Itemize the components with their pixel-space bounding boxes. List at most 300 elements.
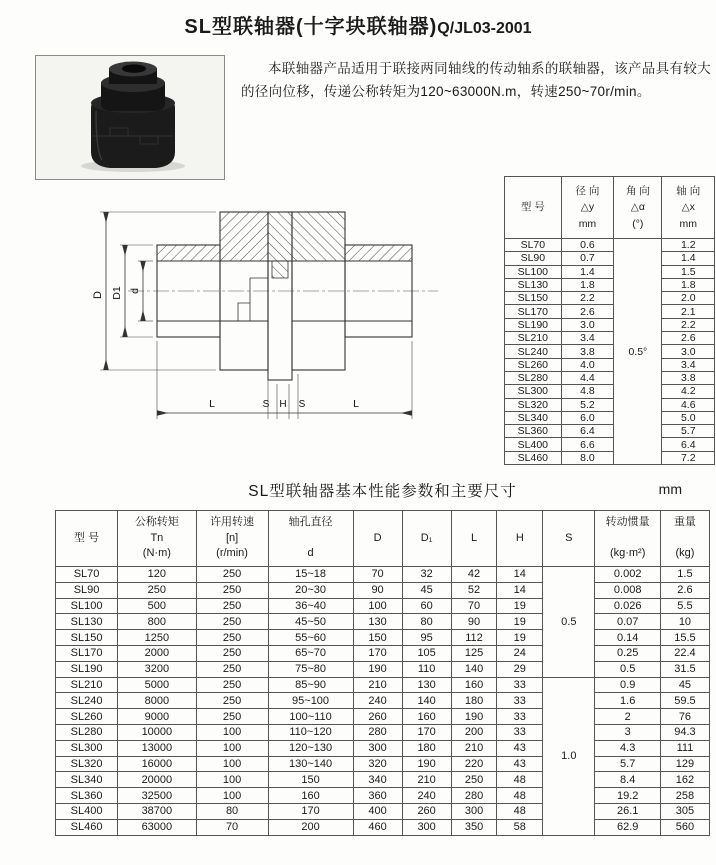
deviation-column-header-2-line: 角 向	[625, 185, 650, 198]
main-model-cell: SL460	[56, 819, 118, 835]
main-D-cell: 170	[353, 645, 402, 661]
main-d-cell: 160	[268, 788, 353, 804]
deviation-table-row	[505, 385, 715, 398]
main-d-cell: 85~90	[268, 677, 353, 693]
main-column-header-10-line: (kg)	[675, 547, 695, 560]
main-model-cell: SL340	[56, 772, 118, 788]
main-table-row	[56, 677, 710, 693]
main-d-cell: 150	[268, 772, 353, 788]
main-L-cell: 280	[451, 788, 497, 804]
deviation-radial-cell: 2.2	[561, 292, 614, 305]
main-inertia-cell: 26.1	[595, 803, 660, 819]
main-model-cell: SL70	[56, 567, 118, 583]
main-model-cell: SL130	[56, 614, 118, 630]
main-header-row	[56, 511, 710, 567]
deviation-axial-cell: 1.8	[662, 278, 715, 291]
main-inertia-cell: 2	[595, 709, 660, 725]
page-title-text: SL型联轴器(十字块联轴器)	[184, 16, 438, 38]
main-model-cell: SL210	[56, 677, 118, 693]
deviation-radial-cell: 4.4	[561, 371, 614, 384]
main-D1-cell: 32	[402, 567, 451, 583]
main-parameters-table	[55, 510, 710, 836]
main-inertia-cell: 0.008	[595, 582, 660, 598]
main-tn-cell: 5000	[118, 677, 196, 693]
main-weight-cell: 45	[660, 677, 709, 693]
dim-label-S-left: S	[262, 399, 270, 410]
deviation-radial-cell: 2.6	[561, 305, 614, 318]
main-table-title-row	[55, 479, 710, 505]
main-table-row	[56, 567, 710, 583]
main-H-cell: 24	[497, 645, 543, 661]
deviation-column-header-3-line: 轴 向	[676, 185, 701, 198]
main-speed-cell: 250	[196, 677, 268, 693]
deviation-radial-cell: 1.8	[561, 278, 614, 291]
main-model-cell: SL320	[56, 756, 118, 772]
main-d-cell: 20~30	[268, 582, 353, 598]
deviation-table-row	[505, 278, 715, 291]
deviation-table-row	[505, 305, 715, 318]
coupling-photo-illustration	[36, 56, 224, 179]
main-H-cell: 29	[497, 661, 543, 677]
main-D-cell: 240	[353, 693, 402, 709]
main-column-header-1-line: 公称转矩	[134, 515, 179, 528]
deviation-header-row	[505, 177, 715, 239]
main-model-cell: SL360	[56, 788, 118, 804]
deviation-axial-cell: 2.6	[662, 332, 715, 345]
deviation-radial-cell: 1.4	[561, 265, 614, 278]
main-column-header-6	[451, 511, 497, 567]
main-d-cell: 100~110	[268, 709, 353, 725]
main-column-header-3	[268, 511, 353, 567]
main-table-row	[56, 598, 710, 614]
main-table-unit: mm	[658, 481, 682, 497]
deviation-table-row	[505, 292, 715, 305]
main-column-header-2-line: 许用转速	[210, 515, 255, 528]
main-D-cell: 130	[353, 614, 402, 630]
main-weight-cell: 2.6	[660, 582, 709, 598]
main-D-cell: 260	[353, 709, 402, 725]
main-H-cell: 58	[497, 819, 543, 835]
deviation-table-row	[505, 451, 715, 464]
main-column-header-1-line: Tn	[150, 531, 164, 544]
main-speed-cell: 70	[196, 819, 268, 835]
main-table-row	[56, 693, 710, 709]
deviation-model-cell: SL90	[505, 252, 562, 265]
main-H-cell: 48	[497, 772, 543, 788]
main-d-cell: 75~80	[268, 661, 353, 677]
product-photo	[35, 55, 225, 180]
main-D1-cell: 240	[402, 788, 451, 804]
main-column-header-2	[196, 511, 268, 567]
main-table-row	[56, 724, 710, 740]
deviation-model-cell: SL400	[505, 438, 562, 451]
main-d-cell: 15~18	[268, 567, 353, 583]
deviation-axial-cell: 4.6	[662, 398, 715, 411]
main-D1-cell: 140	[402, 693, 451, 709]
main-tn-cell: 500	[118, 598, 196, 614]
main-weight-cell: 22.4	[660, 645, 709, 661]
main-D1-cell: 260	[402, 803, 451, 819]
deviation-table-row	[505, 345, 715, 358]
deviation-radial-cell: 4.0	[561, 358, 614, 371]
deviation-model-cell: SL460	[505, 451, 562, 464]
main-tn-cell: 32500	[118, 788, 196, 804]
main-model-cell: SL190	[56, 661, 118, 677]
main-column-header-3-line: 轴孔直径	[288, 515, 333, 528]
deviation-axial-cell: 1.5	[662, 265, 715, 278]
deviation-table-row	[505, 438, 715, 451]
deviation-table-row	[505, 239, 715, 252]
deviation-model-cell: SL300	[505, 385, 562, 398]
main-table-row	[56, 740, 710, 756]
main-column-header-3-line: d	[307, 547, 314, 560]
main-column-header-10-line	[661, 531, 709, 547]
main-column-header-1	[118, 511, 196, 567]
deviation-column-header-2-line: (°)	[632, 217, 644, 230]
main-weight-cell: 59.5	[660, 693, 709, 709]
product-description: 本联轴器产品适用于联接两同轴线的传动轴系的联轴器，该产品具有较大的径向位移，传递公称转矩为120~63000N.m，转速250~70r/min。	[241, 61, 711, 100]
main-inertia-cell: 0.026	[595, 598, 660, 614]
main-H-cell: 14	[497, 567, 543, 583]
main-inertia-cell: 0.07	[595, 614, 660, 630]
main-speed-cell: 100	[196, 788, 268, 804]
main-L-cell: 250	[451, 772, 497, 788]
main-L-cell: 190	[451, 709, 497, 725]
deviation-axial-cell: 1.4	[662, 252, 715, 265]
deviation-axial-cell: 2.0	[662, 292, 715, 305]
main-inertia-cell: 0.25	[595, 645, 660, 661]
main-weight-cell: 94.3	[660, 724, 709, 740]
main-s-merged-cell: 1.0	[543, 677, 595, 835]
main-tn-cell: 250	[118, 582, 196, 598]
deviation-model-cell: SL240	[505, 345, 562, 358]
main-D-cell: 360	[353, 788, 402, 804]
main-table-row	[56, 645, 710, 661]
main-table-row	[56, 756, 710, 772]
deviation-radial-cell: 5.2	[561, 398, 614, 411]
deviation-table	[504, 176, 715, 465]
deviation-model-cell: SL130	[505, 278, 562, 291]
main-D-cell: 460	[353, 819, 402, 835]
main-D-cell: 320	[353, 756, 402, 772]
main-H-cell: 43	[497, 740, 543, 756]
deviation-axial-cell: 3.4	[662, 358, 715, 371]
main-H-cell: 48	[497, 788, 543, 804]
main-D1-cell: 95	[402, 630, 451, 646]
deviation-radial-cell: 6.0	[561, 411, 614, 424]
main-column-header-8	[543, 511, 595, 567]
deviation-table-row	[505, 411, 715, 424]
main-L-cell: 140	[451, 661, 497, 677]
deviation-axial-cell: 2.2	[662, 318, 715, 331]
deviation-column-header-2-line: △α	[630, 201, 645, 214]
main-D-cell: 90	[353, 582, 402, 598]
main-tn-cell: 20000	[118, 772, 196, 788]
main-inertia-cell: 0.5	[595, 661, 660, 677]
main-L-cell: 112	[451, 630, 497, 646]
main-column-header-5	[402, 511, 451, 567]
main-table-row	[56, 630, 710, 646]
main-speed-cell: 250	[196, 614, 268, 630]
main-table-row	[56, 819, 710, 835]
main-H-cell: 19	[497, 614, 543, 630]
main-H-cell: 43	[497, 756, 543, 772]
main-column-header-1-line: (N·m)	[142, 547, 171, 560]
main-speed-cell: 250	[196, 661, 268, 677]
deviation-axial-cell: 6.4	[662, 438, 715, 451]
deviation-column-header-2	[614, 177, 662, 239]
main-D-cell: 100	[353, 598, 402, 614]
deviation-model-cell: SL340	[505, 411, 562, 424]
deviation-model-cell: SL170	[505, 305, 562, 318]
main-weight-cell: 258	[660, 788, 709, 804]
main-D-cell: 300	[353, 740, 402, 756]
deviation-axial-cell: 5.0	[662, 411, 715, 424]
main-d-cell: 65~70	[268, 645, 353, 661]
deviation-axial-cell: 3.8	[662, 371, 715, 384]
deviation-table-body	[505, 239, 715, 465]
deviation-table-row	[505, 332, 715, 345]
dim-label-D1: D1	[111, 286, 123, 300]
main-D1-cell: 45	[402, 582, 451, 598]
main-L-cell: 160	[451, 677, 497, 693]
deviation-axial-cell: 1.2	[662, 239, 715, 252]
dim-label-H: H	[279, 399, 287, 410]
main-column-header-2-line: (r/min)	[216, 547, 248, 560]
main-D1-cell: 210	[402, 772, 451, 788]
dim-label-d: d	[129, 288, 141, 294]
main-column-header-6-line: L	[470, 531, 478, 544]
main-D1-cell: 160	[402, 709, 451, 725]
main-tn-cell: 13000	[118, 740, 196, 756]
deviation-table-row	[505, 358, 715, 371]
main-D1-cell: 130	[402, 677, 451, 693]
main-column-header-5-line: D₁	[420, 531, 433, 544]
main-speed-cell: 250	[196, 630, 268, 646]
deviation-table-row	[505, 425, 715, 438]
main-model-cell: SL170	[56, 645, 118, 661]
deviation-radial-cell: 6.6	[561, 438, 614, 451]
deviation-model-cell: SL210	[505, 332, 562, 345]
dim-label-L-left: L	[209, 398, 215, 410]
main-tn-cell: 1250	[118, 630, 196, 646]
main-d-cell: 130~140	[268, 756, 353, 772]
main-inertia-cell: 0.14	[595, 630, 660, 646]
deviation-axial-cell: 3.0	[662, 345, 715, 358]
main-speed-cell: 250	[196, 693, 268, 709]
main-inertia-cell: 4.3	[595, 740, 660, 756]
main-d-cell: 55~60	[268, 630, 353, 646]
deviation-radial-cell: 3.8	[561, 345, 614, 358]
deviation-axial-cell: 2.1	[662, 305, 715, 318]
main-table-row	[56, 582, 710, 598]
main-tn-cell: 2000	[118, 645, 196, 661]
main-weight-cell: 305	[660, 803, 709, 819]
main-L-cell: 350	[451, 819, 497, 835]
dim-label-D: D	[92, 291, 104, 299]
main-D1-cell: 180	[402, 740, 451, 756]
deviation-model-cell: SL260	[505, 358, 562, 371]
main-inertia-cell: 1.6	[595, 693, 660, 709]
main-L-cell: 52	[451, 582, 497, 598]
deviation-radial-cell: 4.8	[561, 385, 614, 398]
main-weight-cell: 76	[660, 709, 709, 725]
deviation-table-row	[505, 318, 715, 331]
deviation-column-header-1-line: 径 向	[575, 185, 600, 198]
main-inertia-cell: 19.2	[595, 788, 660, 804]
main-H-cell: 19	[497, 598, 543, 614]
main-L-cell: 70	[451, 598, 497, 614]
main-model-cell: SL280	[56, 724, 118, 740]
main-table-row	[56, 661, 710, 677]
main-H-cell: 33	[497, 677, 543, 693]
main-weight-cell: 15.5	[660, 630, 709, 646]
main-inertia-cell: 0.9	[595, 677, 660, 693]
main-column-header-2-line: [n]	[225, 531, 239, 544]
main-model-cell: SL150	[56, 630, 118, 646]
deviation-column-header-1	[561, 177, 614, 239]
main-table-row	[56, 772, 710, 788]
main-D1-cell: 105	[402, 645, 451, 661]
deviation-model-cell: SL360	[505, 425, 562, 438]
main-tn-cell: 16000	[118, 756, 196, 772]
main-D1-cell: 80	[402, 614, 451, 630]
main-L-cell: 210	[451, 740, 497, 756]
main-d-cell: 170	[268, 803, 353, 819]
deviation-table-row	[505, 252, 715, 265]
main-tn-cell: 38700	[118, 803, 196, 819]
deviation-angular-merged-cell: 0.5°	[614, 239, 662, 465]
main-speed-cell: 250	[196, 567, 268, 583]
page-title-standard-code: Q/JL03-2001	[437, 20, 532, 37]
main-weight-cell: 31.5	[660, 661, 709, 677]
main-speed-cell: 250	[196, 598, 268, 614]
main-speed-cell: 250	[196, 582, 268, 598]
technical-drawing	[80, 183, 490, 447]
main-H-cell: 33	[497, 693, 543, 709]
deviation-table-row	[505, 371, 715, 384]
main-tn-cell: 8000	[118, 693, 196, 709]
deviation-column-header-1-line: △y	[580, 201, 595, 214]
main-tn-cell: 800	[118, 614, 196, 630]
main-L-cell: 90	[451, 614, 497, 630]
deviation-table-row	[505, 398, 715, 411]
main-column-header-9-line	[595, 531, 659, 547]
main-column-header-10	[660, 511, 709, 567]
main-d-cell: 45~50	[268, 614, 353, 630]
deviation-column-header-1-line: mm	[578, 217, 597, 230]
main-H-cell: 33	[497, 709, 543, 725]
main-L-cell: 42	[451, 567, 497, 583]
main-H-cell: 19	[497, 630, 543, 646]
main-column-header-0-line: 型 号	[74, 531, 100, 544]
main-d-cell: 36~40	[268, 598, 353, 614]
main-L-cell: 180	[451, 693, 497, 709]
main-model-cell: SL400	[56, 803, 118, 819]
deviation-model-cell: SL280	[505, 371, 562, 384]
deviation-radial-cell: 8.0	[561, 451, 614, 464]
deviation-model-cell: SL150	[505, 292, 562, 305]
main-weight-cell: 560	[660, 819, 709, 835]
main-inertia-cell: 0.002	[595, 567, 660, 583]
main-weight-cell: 1.5	[660, 567, 709, 583]
main-table-title: SL型联轴器基本性能参数和主要尺寸	[248, 483, 517, 500]
main-inertia-cell: 3	[595, 724, 660, 740]
main-D-cell: 210	[353, 677, 402, 693]
main-d-cell: 120~130	[268, 740, 353, 756]
deviation-radial-cell: 3.0	[561, 318, 614, 331]
main-speed-cell: 100	[196, 756, 268, 772]
main-D-cell: 70	[353, 567, 402, 583]
main-table-row	[56, 709, 710, 725]
main-column-header-0	[56, 511, 118, 567]
main-column-header-9-line: 转动惯量	[605, 515, 650, 528]
main-d-cell: 200	[268, 819, 353, 835]
main-column-header-8-line: S	[565, 531, 573, 544]
deviation-model-cell: SL100	[505, 265, 562, 278]
main-D1-cell: 170	[402, 724, 451, 740]
main-D-cell: 150	[353, 630, 402, 646]
main-speed-cell: 250	[196, 645, 268, 661]
main-tn-cell: 9000	[118, 709, 196, 725]
main-inertia-cell: 8.4	[595, 772, 660, 788]
main-table-row	[56, 803, 710, 819]
main-tn-cell: 10000	[118, 724, 196, 740]
deviation-column-header-3-line: △x	[681, 201, 695, 214]
main-tn-cell: 3200	[118, 661, 196, 677]
main-inertia-cell: 5.7	[595, 756, 660, 772]
main-weight-cell: 5.5	[660, 598, 709, 614]
main-model-cell: SL100	[56, 598, 118, 614]
main-H-cell: 48	[497, 803, 543, 819]
main-column-header-4-line: D	[373, 531, 382, 544]
deviation-column-header-3-line: mm	[679, 217, 697, 230]
main-column-header-7-line: H	[515, 531, 524, 544]
main-tn-cell: 63000	[118, 819, 196, 835]
dim-label-S-right: S	[298, 399, 306, 410]
main-model-cell: SL240	[56, 693, 118, 709]
main-table-row	[56, 614, 710, 630]
deviation-axial-cell: 7.2	[662, 451, 715, 464]
coupling-section-drawing	[80, 183, 490, 447]
main-column-header-3-line	[269, 531, 353, 547]
main-s-merged-cell: 0.5	[543, 567, 595, 678]
main-D1-cell: 60	[402, 598, 451, 614]
deviation-radial-cell: 0.6	[561, 239, 614, 252]
main-L-cell: 300	[451, 803, 497, 819]
deviation-radial-cell: 6.4	[561, 425, 614, 438]
main-D-cell: 400	[353, 803, 402, 819]
deviation-column-header-3	[662, 177, 715, 239]
main-L-cell: 220	[451, 756, 497, 772]
main-weight-cell: 129	[660, 756, 709, 772]
main-speed-cell: 250	[196, 709, 268, 725]
main-d-cell: 110~120	[268, 724, 353, 740]
dim-label-L-right: L	[353, 398, 359, 410]
main-speed-cell: 100	[196, 740, 268, 756]
page-title	[0, 10, 716, 39]
deviation-radial-cell: 3.4	[561, 332, 614, 345]
deviation-model-cell: SL320	[505, 398, 562, 411]
main-column-header-10-line: 重量	[673, 515, 696, 528]
deviation-model-cell: SL70	[505, 239, 562, 252]
main-D1-cell: 110	[402, 661, 451, 677]
main-model-cell: SL260	[56, 709, 118, 725]
main-D-cell: 340	[353, 772, 402, 788]
main-D1-cell: 300	[402, 819, 451, 835]
main-column-header-9-line: (kg·m²)	[609, 547, 646, 560]
main-D-cell: 190	[353, 661, 402, 677]
